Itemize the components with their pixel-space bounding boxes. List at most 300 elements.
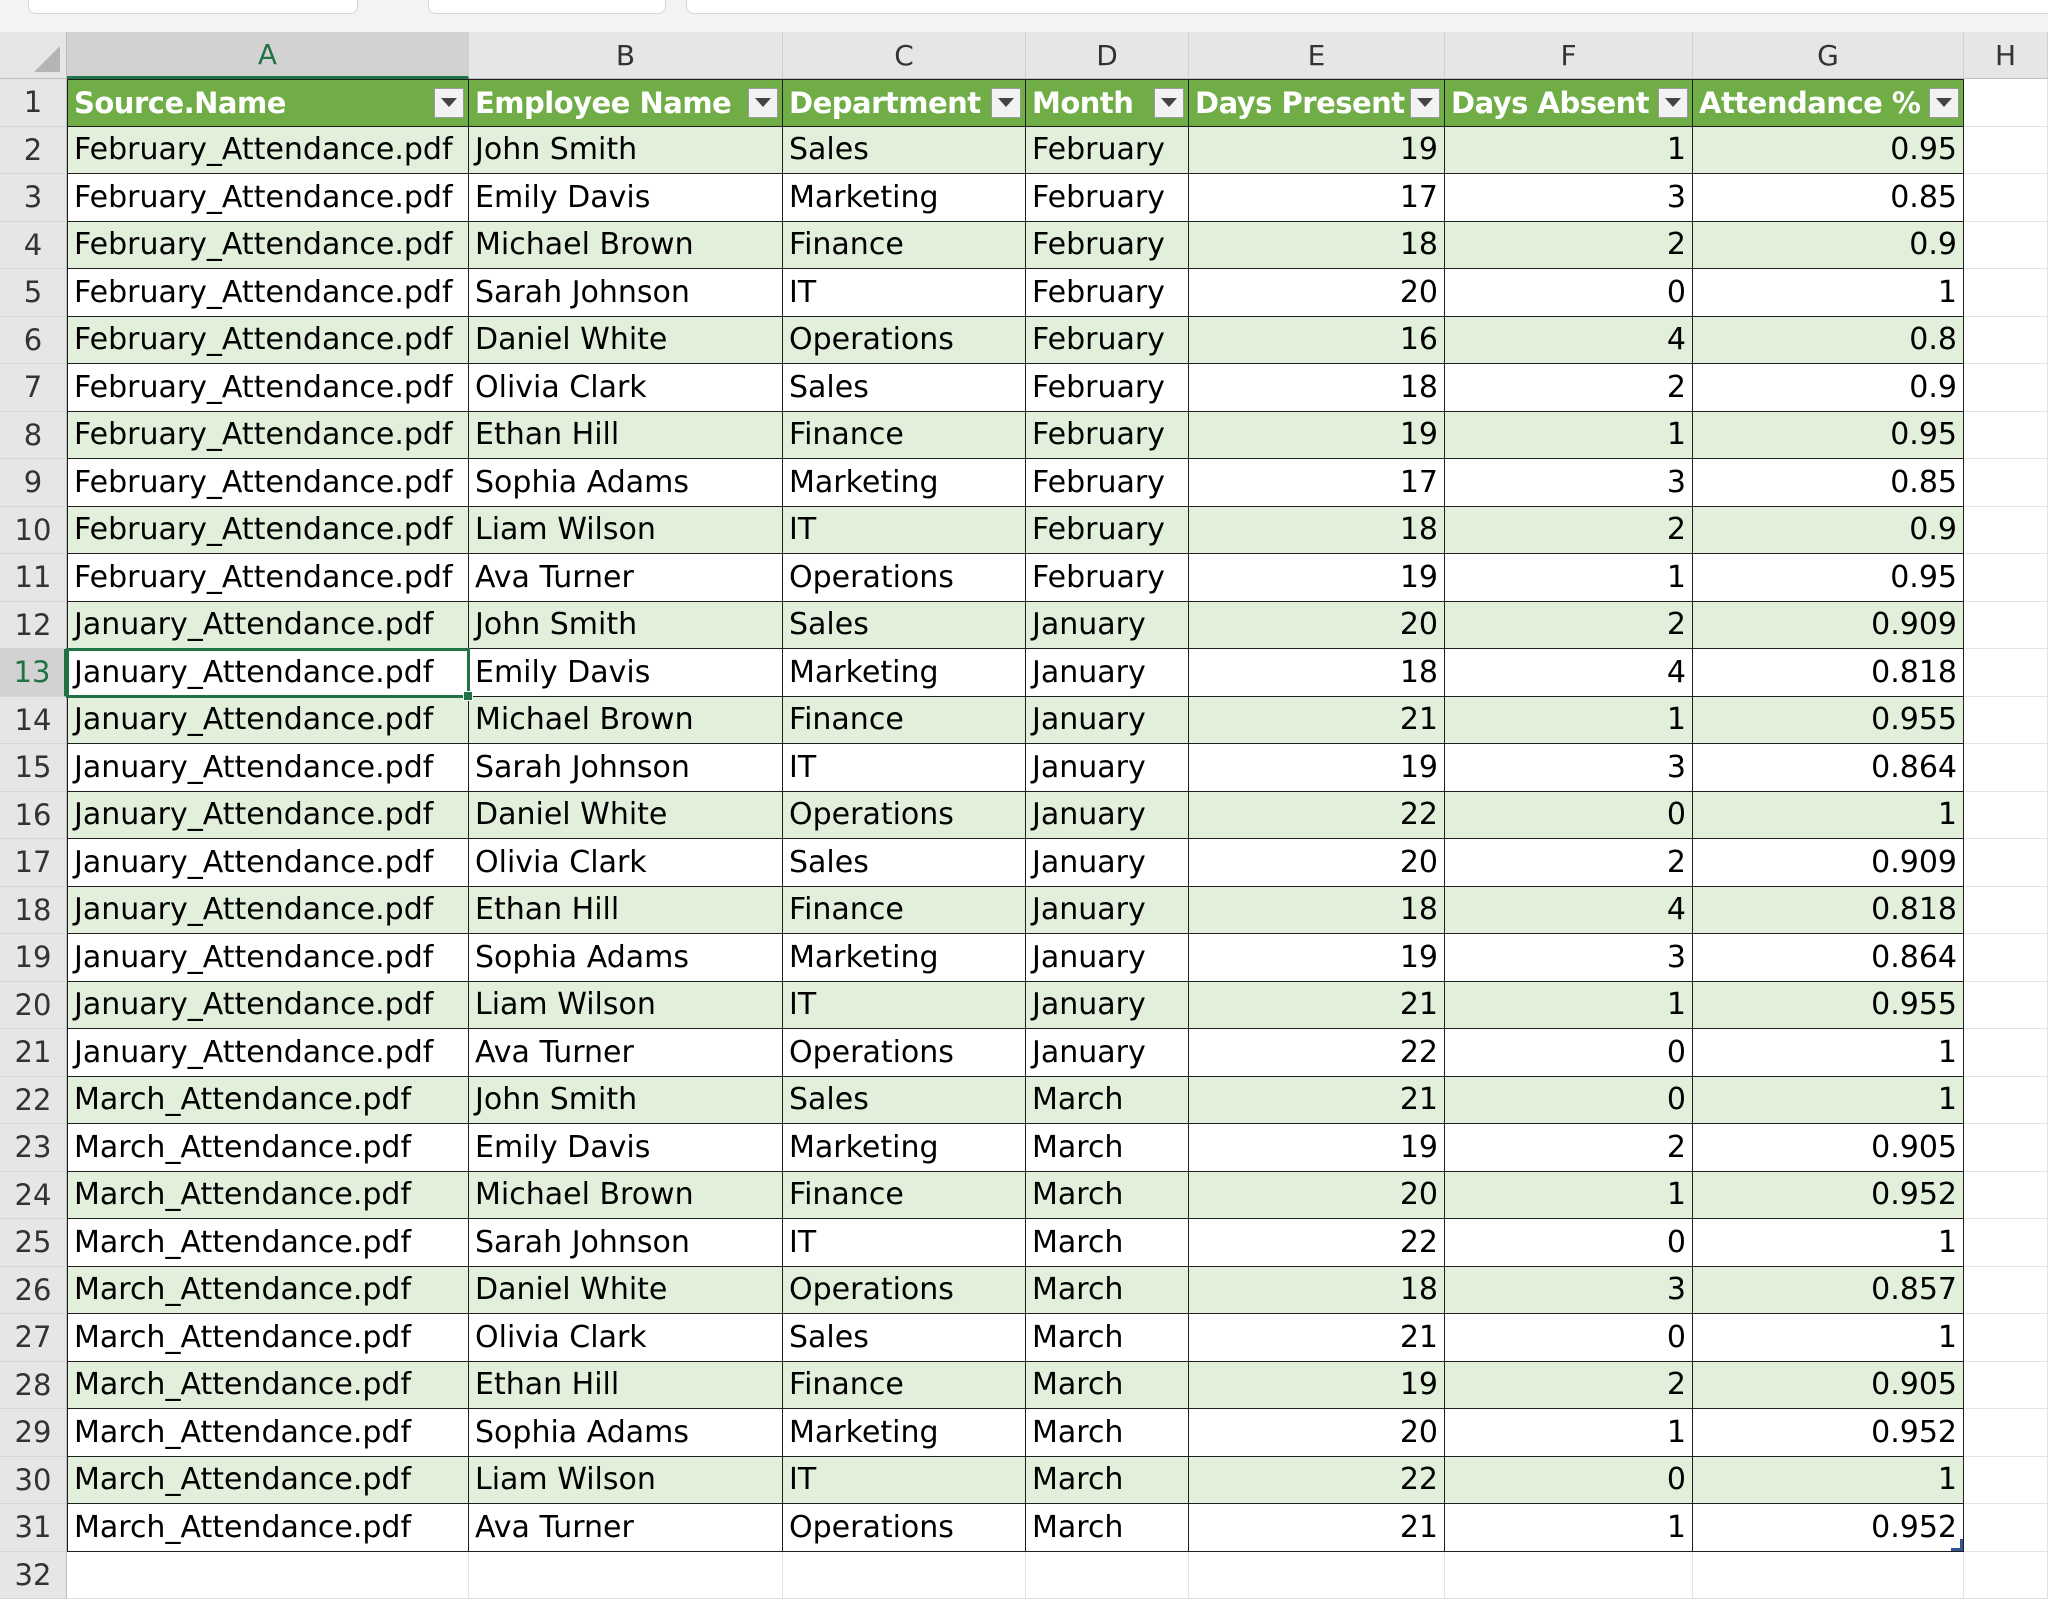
table-cell[interactable]: January_Attendance.pdf (67, 982, 469, 1030)
empty-cell[interactable] (1964, 459, 2048, 507)
table-cell[interactable]: 1 (1445, 1504, 1693, 1552)
empty-cell[interactable] (1964, 697, 2048, 745)
column-header-h[interactable]: H (1964, 32, 2048, 79)
empty-cell[interactable] (1964, 1409, 2048, 1457)
table-cell[interactable]: March (1026, 1219, 1189, 1267)
table-cell[interactable]: 19 (1189, 127, 1445, 175)
empty-cell[interactable] (1964, 839, 2048, 887)
table-cell[interactable]: 0.85 (1693, 174, 1964, 222)
table-cell[interactable]: 0.952 (1693, 1504, 1964, 1552)
table-cell[interactable]: Operations (783, 1267, 1026, 1315)
table-cell[interactable]: 4 (1445, 649, 1693, 697)
filter-dropdown-icon[interactable] (1929, 88, 1959, 118)
row-header-22[interactable]: 22 (0, 1077, 67, 1125)
table-cell[interactable]: Operations (783, 554, 1026, 602)
table-cell[interactable]: 1 (1445, 1172, 1693, 1220)
table-cell[interactable]: 0.905 (1693, 1124, 1964, 1172)
table-cell[interactable]: Sales (783, 839, 1026, 887)
table-cell[interactable]: 1 (1693, 1077, 1964, 1125)
column-header-d[interactable]: D (1026, 32, 1189, 79)
table-resize-handle[interactable] (1951, 1539, 1963, 1551)
empty-cell[interactable] (1964, 507, 2048, 555)
table-cell[interactable]: 17 (1189, 174, 1445, 222)
table-cell[interactable]: 1 (1693, 1219, 1964, 1267)
table-cell[interactable]: Sophia Adams (469, 934, 783, 982)
table-cell[interactable]: Operations (783, 1504, 1026, 1552)
table-cell[interactable]: Emily Davis (469, 174, 783, 222)
empty-cell[interactable] (1964, 1362, 2048, 1410)
table-cell[interactable]: Daniel White (469, 1267, 783, 1315)
table-cell[interactable]: January_Attendance.pdf (67, 934, 469, 982)
filter-dropdown-icon[interactable] (748, 88, 778, 118)
table-cell[interactable]: John Smith (469, 602, 783, 650)
table-cell[interactable]: 0.864 (1693, 934, 1964, 982)
table-cell[interactable]: 2 (1445, 1362, 1693, 1410)
table-cell[interactable]: 0.905 (1693, 1362, 1964, 1410)
table-cell[interactable]: February (1026, 554, 1189, 602)
table-header-cell[interactable] (67, 79, 469, 127)
table-cell[interactable]: 20 (1189, 602, 1445, 650)
column-header-e[interactable]: E (1189, 32, 1445, 79)
table-cell[interactable]: 0 (1445, 1029, 1693, 1077)
row-header-12[interactable]: 12 (0, 602, 67, 650)
table-cell[interactable]: Ethan Hill (469, 412, 783, 460)
table-cell[interactable]: 19 (1189, 744, 1445, 792)
table-cell[interactable]: 1 (1693, 792, 1964, 840)
table-cell[interactable]: 18 (1189, 649, 1445, 697)
row-header-19[interactable]: 19 (0, 934, 67, 982)
table-cell[interactable]: Daniel White (469, 792, 783, 840)
table-cell[interactable]: February_Attendance.pdf (67, 459, 469, 507)
table-cell[interactable]: Olivia Clark (469, 1314, 783, 1362)
empty-cell[interactable] (67, 1552, 469, 1599)
table-cell[interactable]: Liam Wilson (469, 1457, 783, 1505)
table-cell[interactable]: Michael Brown (469, 222, 783, 270)
table-cell[interactable]: 3 (1445, 744, 1693, 792)
table-cell[interactable]: IT (783, 1219, 1026, 1267)
empty-cell[interactable] (1964, 222, 2048, 270)
table-cell[interactable]: February (1026, 127, 1189, 175)
table-cell[interactable]: January (1026, 649, 1189, 697)
row-header-14[interactable]: 14 (0, 697, 67, 745)
row-header-16[interactable]: 16 (0, 792, 67, 840)
empty-cell[interactable] (1964, 1172, 2048, 1220)
table-cell[interactable]: 2 (1445, 507, 1693, 555)
table-cell[interactable]: February_Attendance.pdf (67, 412, 469, 460)
function-controls[interactable] (428, 0, 666, 14)
empty-cell[interactable] (1964, 934, 2048, 982)
table-cell[interactable]: Liam Wilson (469, 507, 783, 555)
table-cell[interactable]: 21 (1189, 1077, 1445, 1125)
empty-cell[interactable] (1964, 174, 2048, 222)
table-cell[interactable]: 2 (1445, 839, 1693, 887)
table-cell[interactable]: Ava Turner (469, 1029, 783, 1077)
table-cell[interactable]: Olivia Clark (469, 839, 783, 887)
table-cell[interactable]: Marketing (783, 459, 1026, 507)
table-cell[interactable]: January_Attendance.pdf (67, 602, 469, 650)
formula-bar[interactable] (686, 0, 2048, 14)
empty-cell[interactable] (1964, 364, 2048, 412)
row-header-3[interactable]: 3 (0, 174, 67, 222)
filter-dropdown-icon[interactable] (1410, 88, 1440, 118)
table-cell[interactable]: Liam Wilson (469, 982, 783, 1030)
table-cell[interactable]: 4 (1445, 317, 1693, 365)
row-header-2[interactable]: 2 (0, 127, 67, 175)
empty-cell[interactable] (1964, 792, 2048, 840)
table-cell[interactable]: Finance (783, 697, 1026, 745)
empty-cell[interactable] (1964, 554, 2048, 602)
table-cell[interactable]: March_Attendance.pdf (67, 1219, 469, 1267)
table-cell[interactable]: 0 (1445, 1077, 1693, 1125)
table-cell[interactable]: March_Attendance.pdf (67, 1409, 469, 1457)
empty-cell[interactable] (1026, 1552, 1189, 1599)
empty-cell[interactable] (1964, 1457, 2048, 1505)
table-cell[interactable]: January (1026, 602, 1189, 650)
empty-cell[interactable] (1693, 1552, 1964, 1599)
table-cell[interactable]: Finance (783, 1172, 1026, 1220)
table-cell[interactable]: 0 (1445, 1457, 1693, 1505)
table-cell[interactable]: March (1026, 1314, 1189, 1362)
table-cell[interactable]: 0.952 (1693, 1409, 1964, 1457)
table-cell[interactable]: January_Attendance.pdf (67, 792, 469, 840)
row-header-4[interactable]: 4 (0, 222, 67, 270)
table-cell[interactable]: 22 (1189, 1457, 1445, 1505)
table-cell[interactable]: 0.818 (1693, 887, 1964, 935)
table-cell[interactable]: January_Attendance.pdf (67, 744, 469, 792)
table-cell[interactable]: March_Attendance.pdf (67, 1314, 469, 1362)
table-cell[interactable]: January_Attendance.pdf (67, 697, 469, 745)
row-header-5[interactable]: 5 (0, 269, 67, 317)
table-cell[interactable]: 0.857 (1693, 1267, 1964, 1315)
table-cell[interactable]: Sales (783, 602, 1026, 650)
table-cell[interactable]: February (1026, 412, 1189, 460)
table-cell[interactable]: Marketing (783, 1409, 1026, 1457)
table-cell[interactable]: Sophia Adams (469, 459, 783, 507)
empty-cell[interactable] (1964, 79, 2048, 127)
select-all-corner[interactable] (0, 32, 67, 79)
table-cell[interactable]: March_Attendance.pdf (67, 1172, 469, 1220)
empty-cell[interactable] (1964, 269, 2048, 317)
row-header-21[interactable]: 21 (0, 1029, 67, 1077)
empty-cell[interactable] (1964, 649, 2048, 697)
table-cell[interactable]: Sales (783, 1314, 1026, 1362)
table-cell[interactable]: 1 (1445, 412, 1693, 460)
table-cell[interactable]: 20 (1189, 269, 1445, 317)
table-cell[interactable]: January (1026, 887, 1189, 935)
table-cell[interactable]: 0.8 (1693, 317, 1964, 365)
table-cell[interactable]: 16 (1189, 317, 1445, 365)
row-header-18[interactable]: 18 (0, 887, 67, 935)
filter-dropdown-icon[interactable] (434, 88, 464, 118)
filter-dropdown-icon[interactable] (1154, 88, 1184, 118)
column-header-f[interactable]: F (1445, 32, 1693, 79)
table-cell[interactable]: 21 (1189, 1504, 1445, 1552)
table-cell[interactable]: March_Attendance.pdf (67, 1362, 469, 1410)
column-header-c[interactable]: C (783, 32, 1026, 79)
filter-dropdown-icon[interactable] (1658, 88, 1688, 118)
table-cell[interactable]: 1 (1693, 1029, 1964, 1077)
table-cell[interactable]: 0.818 (1693, 649, 1964, 697)
table-cell[interactable]: March_Attendance.pdf (67, 1504, 469, 1552)
table-cell[interactable]: Finance (783, 1362, 1026, 1410)
table-cell[interactable]: Daniel White (469, 317, 783, 365)
table-cell[interactable]: Sales (783, 1077, 1026, 1125)
row-header-26[interactable]: 26 (0, 1267, 67, 1315)
table-cell[interactable]: John Smith (469, 1077, 783, 1125)
empty-cell[interactable] (1964, 602, 2048, 650)
table-cell[interactable]: January (1026, 744, 1189, 792)
table-cell[interactable]: 0.864 (1693, 744, 1964, 792)
table-cell[interactable]: 3 (1445, 174, 1693, 222)
row-header-17[interactable]: 17 (0, 839, 67, 887)
table-cell[interactable]: January (1026, 982, 1189, 1030)
table-cell[interactable]: 19 (1189, 412, 1445, 460)
row-header-24[interactable]: 24 (0, 1172, 67, 1220)
table-header-cell[interactable] (469, 79, 783, 127)
table-cell[interactable]: 18 (1189, 507, 1445, 555)
table-cell[interactable]: 0.85 (1693, 459, 1964, 507)
table-cell[interactable]: IT (783, 982, 1026, 1030)
table-cell[interactable]: February_Attendance.pdf (67, 507, 469, 555)
table-cell[interactable]: 3 (1445, 1267, 1693, 1315)
table-cell[interactable]: January (1026, 792, 1189, 840)
empty-cell[interactable] (1964, 1504, 2048, 1552)
table-cell[interactable]: January_Attendance.pdf (67, 1029, 469, 1077)
table-cell[interactable]: 0.9 (1693, 507, 1964, 555)
worksheet-grid[interactable] (0, 32, 2048, 1599)
table-cell[interactable]: 19 (1189, 1362, 1445, 1410)
table-cell[interactable]: Sarah Johnson (469, 269, 783, 317)
table-cell[interactable]: 1 (1693, 1314, 1964, 1362)
table-cell[interactable]: 0.955 (1693, 697, 1964, 745)
table-cell[interactable]: Ava Turner (469, 1504, 783, 1552)
table-cell[interactable]: February_Attendance.pdf (67, 317, 469, 365)
table-cell[interactable]: February (1026, 507, 1189, 555)
table-cell[interactable]: 2 (1445, 602, 1693, 650)
row-header-23[interactable]: 23 (0, 1124, 67, 1172)
table-header-cell[interactable] (1026, 79, 1189, 127)
table-cell[interactable]: 18 (1189, 364, 1445, 412)
table-cell[interactable]: Emily Davis (469, 1124, 783, 1172)
table-cell[interactable]: February_Attendance.pdf (67, 174, 469, 222)
table-cell[interactable]: Sophia Adams (469, 1409, 783, 1457)
table-cell[interactable]: 0.955 (1693, 982, 1964, 1030)
table-cell[interactable]: 3 (1445, 459, 1693, 507)
table-cell[interactable]: 1 (1693, 269, 1964, 317)
row-header-8[interactable]: 8 (0, 412, 67, 460)
table-cell[interactable]: 22 (1189, 1219, 1445, 1267)
table-cell[interactable]: Sarah Johnson (469, 1219, 783, 1267)
table-cell[interactable]: March_Attendance.pdf (67, 1267, 469, 1315)
empty-cell[interactable] (1964, 744, 2048, 792)
table-cell[interactable]: Michael Brown (469, 697, 783, 745)
table-cell[interactable]: February_Attendance.pdf (67, 269, 469, 317)
table-cell[interactable]: 19 (1189, 1124, 1445, 1172)
table-cell[interactable]: January (1026, 839, 1189, 887)
row-header-6[interactable]: 6 (0, 317, 67, 365)
table-cell[interactable]: IT (783, 507, 1026, 555)
row-header-7[interactable]: 7 (0, 364, 67, 412)
table-cell[interactable]: Marketing (783, 1124, 1026, 1172)
empty-cell[interactable] (1964, 1552, 2048, 1599)
table-cell[interactable]: 2 (1445, 364, 1693, 412)
table-cell[interactable]: January_Attendance.pdf (67, 649, 469, 697)
table-cell[interactable]: 3 (1445, 934, 1693, 982)
empty-cell[interactable] (1964, 1219, 2048, 1267)
table-cell[interactable]: Operations (783, 792, 1026, 840)
table-cell[interactable]: February (1026, 364, 1189, 412)
table-cell[interactable]: March_Attendance.pdf (67, 1457, 469, 1505)
table-cell[interactable]: 2 (1445, 222, 1693, 270)
table-cell[interactable]: March (1026, 1409, 1189, 1457)
table-cell[interactable]: March (1026, 1504, 1189, 1552)
table-cell[interactable]: February_Attendance.pdf (67, 222, 469, 270)
row-header-30[interactable]: 30 (0, 1457, 67, 1505)
filter-dropdown-icon[interactable] (991, 88, 1021, 118)
table-cell[interactable]: 22 (1189, 792, 1445, 840)
table-cell[interactable]: Marketing (783, 934, 1026, 982)
table-cell[interactable]: Sales (783, 364, 1026, 412)
empty-cell[interactable] (783, 1552, 1026, 1599)
table-cell[interactable]: 18 (1189, 1267, 1445, 1315)
table-cell[interactable]: 20 (1189, 1409, 1445, 1457)
table-cell[interactable]: January_Attendance.pdf (67, 839, 469, 887)
empty-cell[interactable] (1964, 1077, 2048, 1125)
table-cell[interactable]: 1 (1693, 1457, 1964, 1505)
table-cell[interactable]: 1 (1445, 697, 1693, 745)
empty-cell[interactable] (1964, 982, 2048, 1030)
table-cell[interactable]: Sales (783, 127, 1026, 175)
table-cell[interactable]: 17 (1189, 459, 1445, 507)
column-header-g[interactable]: G (1693, 32, 1964, 79)
row-header-29[interactable]: 29 (0, 1409, 67, 1457)
empty-cell[interactable] (1964, 412, 2048, 460)
table-cell[interactable]: 1 (1445, 554, 1693, 602)
table-cell[interactable]: January (1026, 697, 1189, 745)
table-header-cell[interactable] (1445, 79, 1693, 127)
table-cell[interactable]: 0.95 (1693, 554, 1964, 602)
row-header-10[interactable]: 10 (0, 507, 67, 555)
empty-cell[interactable] (1964, 317, 2048, 365)
table-header-cell[interactable] (1189, 79, 1445, 127)
table-cell[interactable]: 21 (1189, 697, 1445, 745)
table-cell[interactable]: 0 (1445, 792, 1693, 840)
table-cell[interactable]: 4 (1445, 887, 1693, 935)
empty-cell[interactable] (1445, 1552, 1693, 1599)
table-cell[interactable]: February (1026, 317, 1189, 365)
row-header-32[interactable]: 32 (0, 1552, 67, 1599)
table-cell[interactable]: 0.95 (1693, 127, 1964, 175)
table-cell[interactable]: February (1026, 222, 1189, 270)
table-cell[interactable]: John Smith (469, 127, 783, 175)
row-header-13[interactable]: 13 (0, 649, 67, 697)
empty-cell[interactable] (1964, 1029, 2048, 1077)
table-cell[interactable]: 21 (1189, 1314, 1445, 1362)
table-cell[interactable]: January (1026, 934, 1189, 982)
table-cell[interactable]: March (1026, 1077, 1189, 1125)
table-cell[interactable]: March_Attendance.pdf (67, 1124, 469, 1172)
row-header-9[interactable]: 9 (0, 459, 67, 507)
empty-cell[interactable] (1964, 1124, 2048, 1172)
table-cell[interactable]: March (1026, 1267, 1189, 1315)
table-cell[interactable]: 20 (1189, 839, 1445, 887)
row-header-1[interactable]: 1 (0, 79, 67, 127)
empty-cell[interactable] (1964, 887, 2048, 935)
table-cell[interactable]: March (1026, 1362, 1189, 1410)
table-cell[interactable]: February (1026, 459, 1189, 507)
row-header-31[interactable]: 31 (0, 1504, 67, 1552)
row-header-15[interactable]: 15 (0, 744, 67, 792)
table-cell[interactable]: Operations (783, 317, 1026, 365)
row-header-25[interactable]: 25 (0, 1219, 67, 1267)
column-header-b[interactable]: B (469, 32, 783, 79)
table-cell[interactable]: 18 (1189, 222, 1445, 270)
table-cell[interactable]: IT (783, 744, 1026, 792)
table-cell[interactable]: 0.95 (1693, 412, 1964, 460)
table-cell[interactable]: Ethan Hill (469, 887, 783, 935)
table-cell[interactable]: 2 (1445, 1124, 1693, 1172)
table-cell[interactable]: Marketing (783, 649, 1026, 697)
name-box[interactable] (28, 0, 358, 14)
table-cell[interactable]: March (1026, 1124, 1189, 1172)
empty-cell[interactable] (1964, 1267, 2048, 1315)
table-cell[interactable]: Michael Brown (469, 1172, 783, 1220)
table-cell[interactable]: 20 (1189, 1172, 1445, 1220)
table-cell[interactable]: 0.9 (1693, 364, 1964, 412)
table-cell[interactable]: 19 (1189, 934, 1445, 982)
table-cell[interactable]: 0 (1445, 269, 1693, 317)
column-header-a[interactable]: A (67, 32, 469, 79)
table-cell[interactable]: 1 (1445, 127, 1693, 175)
table-cell[interactable]: IT (783, 1457, 1026, 1505)
table-cell[interactable]: February (1026, 269, 1189, 317)
table-header-cell[interactable] (783, 79, 1026, 127)
row-header-20[interactable]: 20 (0, 982, 67, 1030)
row-header-11[interactable]: 11 (0, 554, 67, 602)
table-cell[interactable]: 1 (1445, 982, 1693, 1030)
empty-cell[interactable] (1964, 127, 2048, 175)
table-cell[interactable]: Marketing (783, 174, 1026, 222)
empty-cell[interactable] (1189, 1552, 1445, 1599)
table-header-cell[interactable] (1693, 79, 1964, 127)
table-cell[interactable]: March (1026, 1457, 1189, 1505)
table-cell[interactable]: 0.909 (1693, 839, 1964, 887)
table-cell[interactable]: 21 (1189, 982, 1445, 1030)
table-cell[interactable]: Finance (783, 412, 1026, 460)
empty-cell[interactable] (469, 1552, 783, 1599)
table-cell[interactable]: 0 (1445, 1314, 1693, 1362)
table-cell[interactable]: Olivia Clark (469, 364, 783, 412)
table-cell[interactable]: February (1026, 174, 1189, 222)
table-cell[interactable]: 0.909 (1693, 602, 1964, 650)
table-cell[interactable]: February_Attendance.pdf (67, 127, 469, 175)
table-cell[interactable]: Sarah Johnson (469, 744, 783, 792)
row-header-28[interactable]: 28 (0, 1362, 67, 1410)
table-cell[interactable]: 19 (1189, 554, 1445, 602)
table-cell[interactable]: IT (783, 269, 1026, 317)
table-cell[interactable]: 1 (1445, 1409, 1693, 1457)
table-cell[interactable]: 0 (1445, 1219, 1693, 1267)
table-cell[interactable]: Ava Turner (469, 554, 783, 602)
empty-cell[interactable] (1964, 1314, 2048, 1362)
table-cell[interactable]: Ethan Hill (469, 1362, 783, 1410)
table-cell[interactable]: 0.952 (1693, 1172, 1964, 1220)
table-cell[interactable]: Finance (783, 887, 1026, 935)
table-cell[interactable]: 22 (1189, 1029, 1445, 1077)
table-cell[interactable]: March (1026, 1172, 1189, 1220)
table-cell[interactable]: 0.9 (1693, 222, 1964, 270)
row-header-27[interactable]: 27 (0, 1314, 67, 1362)
